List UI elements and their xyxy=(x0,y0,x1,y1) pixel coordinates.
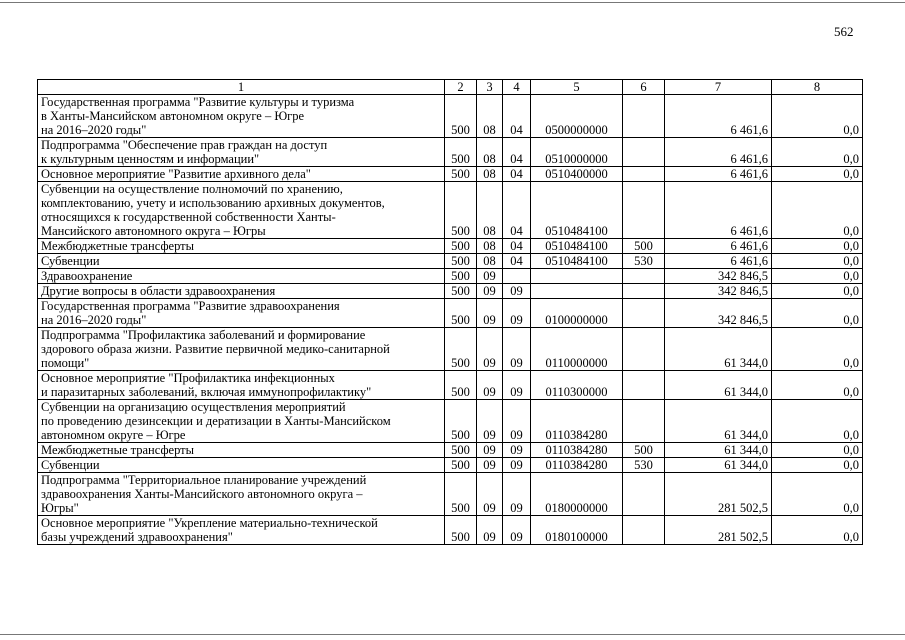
row-name-cell: Другие вопросы в области здравоохранения xyxy=(38,284,445,299)
table-row xyxy=(38,458,863,473)
amount-cell: 6 461,6 xyxy=(665,239,772,254)
table-row xyxy=(38,95,863,138)
table-row xyxy=(38,239,863,254)
amount-change-cell: 0,0 xyxy=(772,328,863,371)
amount-cell: 281 502,5 xyxy=(665,473,772,516)
header-cell: 8 xyxy=(772,80,863,95)
amount-cell: 6 461,6 xyxy=(665,254,772,269)
table-row xyxy=(38,254,863,269)
expense-type-cell xyxy=(623,269,665,284)
subsection-code-cell: 04 xyxy=(503,239,531,254)
row-name-cell: Субвенции на осуществление полномочий по хранению, комплектованию, учету и использованию архивных документов, относящихся к государственной собственности Ханты- Мансийского автономного округа – Югры xyxy=(38,182,445,239)
table-row xyxy=(38,443,863,458)
table-header-row xyxy=(38,80,863,95)
amount-change-cell: 0,0 xyxy=(772,254,863,269)
amount-cell: 61 344,0 xyxy=(665,328,772,371)
target-article-cell: 0110000000 xyxy=(531,328,623,371)
subsection-code-cell xyxy=(503,269,531,284)
subsection-code-cell: 09 xyxy=(503,328,531,371)
amount-change-cell: 0,0 xyxy=(772,400,863,443)
ministry-code-cell: 500 xyxy=(445,182,477,239)
section-code-cell: 09 xyxy=(477,269,503,284)
table-row xyxy=(38,182,863,239)
target-article-cell: 0500000000 xyxy=(531,95,623,138)
row-name-cell: Государственная программа "Развитие культуры и туризма в Ханты-Мансийском автономном округе – Югре на 2016–2020 годы" xyxy=(38,95,445,138)
ministry-code-cell: 500 xyxy=(445,443,477,458)
header-cell: 1 xyxy=(38,80,445,95)
subsection-code-cell: 04 xyxy=(503,167,531,182)
ministry-code-cell: 500 xyxy=(445,254,477,269)
amount-change-cell: 0,0 xyxy=(772,458,863,473)
amount-change-cell: 0,0 xyxy=(772,182,863,239)
expense-type-cell xyxy=(623,328,665,371)
row-name-cell: Межбюджетные трансферты xyxy=(38,239,445,254)
row-name-cell: Государственная программа "Развитие здравоохранения на 2016–2020 годы" xyxy=(38,299,445,328)
subsection-code-cell: 04 xyxy=(503,95,531,138)
target-article-cell: 0180100000 xyxy=(531,516,623,545)
table-row xyxy=(38,400,863,443)
ministry-code-cell: 500 xyxy=(445,328,477,371)
amount-cell: 6 461,6 xyxy=(665,167,772,182)
section-code-cell: 09 xyxy=(477,443,503,458)
ministry-code-cell: 500 xyxy=(445,473,477,516)
table-row xyxy=(38,516,863,545)
amount-cell: 61 344,0 xyxy=(665,371,772,400)
expense-type-cell xyxy=(623,473,665,516)
table-row xyxy=(38,299,863,328)
table-row xyxy=(38,269,863,284)
target-article-cell xyxy=(531,269,623,284)
section-code-cell: 08 xyxy=(477,182,503,239)
row-name-cell: Здравоохранение xyxy=(38,269,445,284)
row-name-cell: Основное мероприятие "Развитие архивного дела" xyxy=(38,167,445,182)
ministry-code-cell: 500 xyxy=(445,239,477,254)
row-name-cell: Субвенции xyxy=(38,254,445,269)
target-article-cell: 0180000000 xyxy=(531,473,623,516)
scan-edge-top xyxy=(0,2,905,3)
expense-type-cell xyxy=(623,516,665,545)
amount-cell: 342 846,5 xyxy=(665,269,772,284)
header-cell: 3 xyxy=(477,80,503,95)
table-row xyxy=(38,167,863,182)
expense-type-cell xyxy=(623,182,665,239)
expense-type-cell: 530 xyxy=(623,254,665,269)
section-code-cell: 08 xyxy=(477,239,503,254)
amount-change-cell: 0,0 xyxy=(772,138,863,167)
section-code-cell: 09 xyxy=(477,458,503,473)
ministry-code-cell: 500 xyxy=(445,458,477,473)
amount-cell: 61 344,0 xyxy=(665,443,772,458)
amount-cell: 6 461,6 xyxy=(665,138,772,167)
section-code-cell: 09 xyxy=(477,473,503,516)
row-name-cell: Субвенции на организацию осуществления мероприятий по проведению дезинсекции и дератизации в Ханты-Мансийском автономном округе – Югре xyxy=(38,400,445,443)
expense-type-cell xyxy=(623,371,665,400)
ministry-code-cell: 500 xyxy=(445,284,477,299)
amount-cell: 6 461,6 xyxy=(665,95,772,138)
amount-cell: 342 846,5 xyxy=(665,299,772,328)
target-article-cell: 0510400000 xyxy=(531,167,623,182)
target-article-cell: 0510484100 xyxy=(531,182,623,239)
section-code-cell: 08 xyxy=(477,254,503,269)
subsection-code-cell: 09 xyxy=(503,284,531,299)
amount-change-cell: 0,0 xyxy=(772,299,863,328)
table-row xyxy=(38,138,863,167)
target-article-cell: 0110384280 xyxy=(531,443,623,458)
expense-type-cell xyxy=(623,138,665,167)
amount-cell: 342 846,5 xyxy=(665,284,772,299)
section-code-cell: 09 xyxy=(477,371,503,400)
amount-cell: 6 461,6 xyxy=(665,182,772,239)
budget-table xyxy=(37,79,863,545)
subsection-code-cell: 09 xyxy=(503,516,531,545)
ministry-code-cell: 500 xyxy=(445,516,477,545)
subsection-code-cell: 09 xyxy=(503,400,531,443)
expense-type-cell xyxy=(623,167,665,182)
expense-type-cell xyxy=(623,284,665,299)
amount-cell: 61 344,0 xyxy=(665,400,772,443)
row-name-cell: Основное мероприятие "Укрепление материально-технической базы учреждений здравоохранения" xyxy=(38,516,445,545)
amount-change-cell: 0,0 xyxy=(772,371,863,400)
expense-type-cell: 530 xyxy=(623,458,665,473)
section-code-cell: 08 xyxy=(477,167,503,182)
section-code-cell: 09 xyxy=(477,400,503,443)
section-code-cell: 09 xyxy=(477,284,503,299)
amount-change-cell: 0,0 xyxy=(772,167,863,182)
amount-cell: 61 344,0 xyxy=(665,458,772,473)
expense-type-cell: 500 xyxy=(623,443,665,458)
target-article-cell: 0510484100 xyxy=(531,239,623,254)
table-row xyxy=(38,284,863,299)
ministry-code-cell: 500 xyxy=(445,371,477,400)
target-article-cell: 0100000000 xyxy=(531,299,623,328)
amount-change-cell: 0,0 xyxy=(772,239,863,254)
header-cell: 5 xyxy=(531,80,623,95)
ministry-code-cell: 500 xyxy=(445,95,477,138)
header-cell: 2 xyxy=(445,80,477,95)
header-cell: 7 xyxy=(665,80,772,95)
section-code-cell: 08 xyxy=(477,95,503,138)
table-row xyxy=(38,473,863,516)
header-cell: 4 xyxy=(503,80,531,95)
row-name-cell: Субвенции xyxy=(38,458,445,473)
table-row xyxy=(38,328,863,371)
target-article-cell xyxy=(531,284,623,299)
target-article-cell: 0110300000 xyxy=(531,371,623,400)
row-name-cell: Подпрограмма "Профилактика заболеваний и формирование здорового образа жизни. Развитие первичной медико-санитарной помощи" xyxy=(38,328,445,371)
expense-type-cell xyxy=(623,95,665,138)
section-code-cell: 09 xyxy=(477,328,503,371)
amount-change-cell: 0,0 xyxy=(772,284,863,299)
section-code-cell: 08 xyxy=(477,138,503,167)
ministry-code-cell: 500 xyxy=(445,299,477,328)
expense-type-cell: 500 xyxy=(623,239,665,254)
expense-type-cell xyxy=(623,400,665,443)
expense-type-cell xyxy=(623,299,665,328)
header-cell: 6 xyxy=(623,80,665,95)
row-name-cell: Подпрограмма "Территориальное планирование учреждений здравоохранения Ханты-Мансийского автономного округа – Югры" xyxy=(38,473,445,516)
amount-change-cell: 0,0 xyxy=(772,473,863,516)
row-name-cell: Основное мероприятие "Профилактика инфекционных и паразитарных заболеваний, включая иммунопрофилактику" xyxy=(38,371,445,400)
subsection-code-cell: 09 xyxy=(503,458,531,473)
row-name-cell: Межбюджетные трансферты xyxy=(38,443,445,458)
row-name-cell: Подпрограмма "Обеспечение прав граждан на доступ к культурным ценностям и информации" xyxy=(38,138,445,167)
target-article-cell: 0510000000 xyxy=(531,138,623,167)
section-code-cell: 09 xyxy=(477,299,503,328)
subsection-code-cell: 09 xyxy=(503,371,531,400)
table-row xyxy=(38,371,863,400)
amount-change-cell: 0,0 xyxy=(772,516,863,545)
amount-change-cell: 0,0 xyxy=(772,95,863,138)
page-number: 562 xyxy=(834,24,854,39)
amount-change-cell: 0,0 xyxy=(772,269,863,284)
amount-cell: 281 502,5 xyxy=(665,516,772,545)
subsection-code-cell: 04 xyxy=(503,254,531,269)
ministry-code-cell: 500 xyxy=(445,269,477,284)
section-code-cell: 09 xyxy=(477,516,503,545)
target-article-cell: 0110384280 xyxy=(531,400,623,443)
amount-change-cell: 0,0 xyxy=(772,443,863,458)
subsection-code-cell: 04 xyxy=(503,138,531,167)
target-article-cell: 0110384280 xyxy=(531,458,623,473)
subsection-code-cell: 09 xyxy=(503,443,531,458)
ministry-code-cell: 500 xyxy=(445,167,477,182)
target-article-cell: 0510484100 xyxy=(531,254,623,269)
subsection-code-cell: 09 xyxy=(503,473,531,516)
ministry-code-cell: 500 xyxy=(445,138,477,167)
subsection-code-cell: 04 xyxy=(503,182,531,239)
subsection-code-cell: 09 xyxy=(503,299,531,328)
scan-edge-bottom xyxy=(0,634,905,635)
ministry-code-cell: 500 xyxy=(445,400,477,443)
